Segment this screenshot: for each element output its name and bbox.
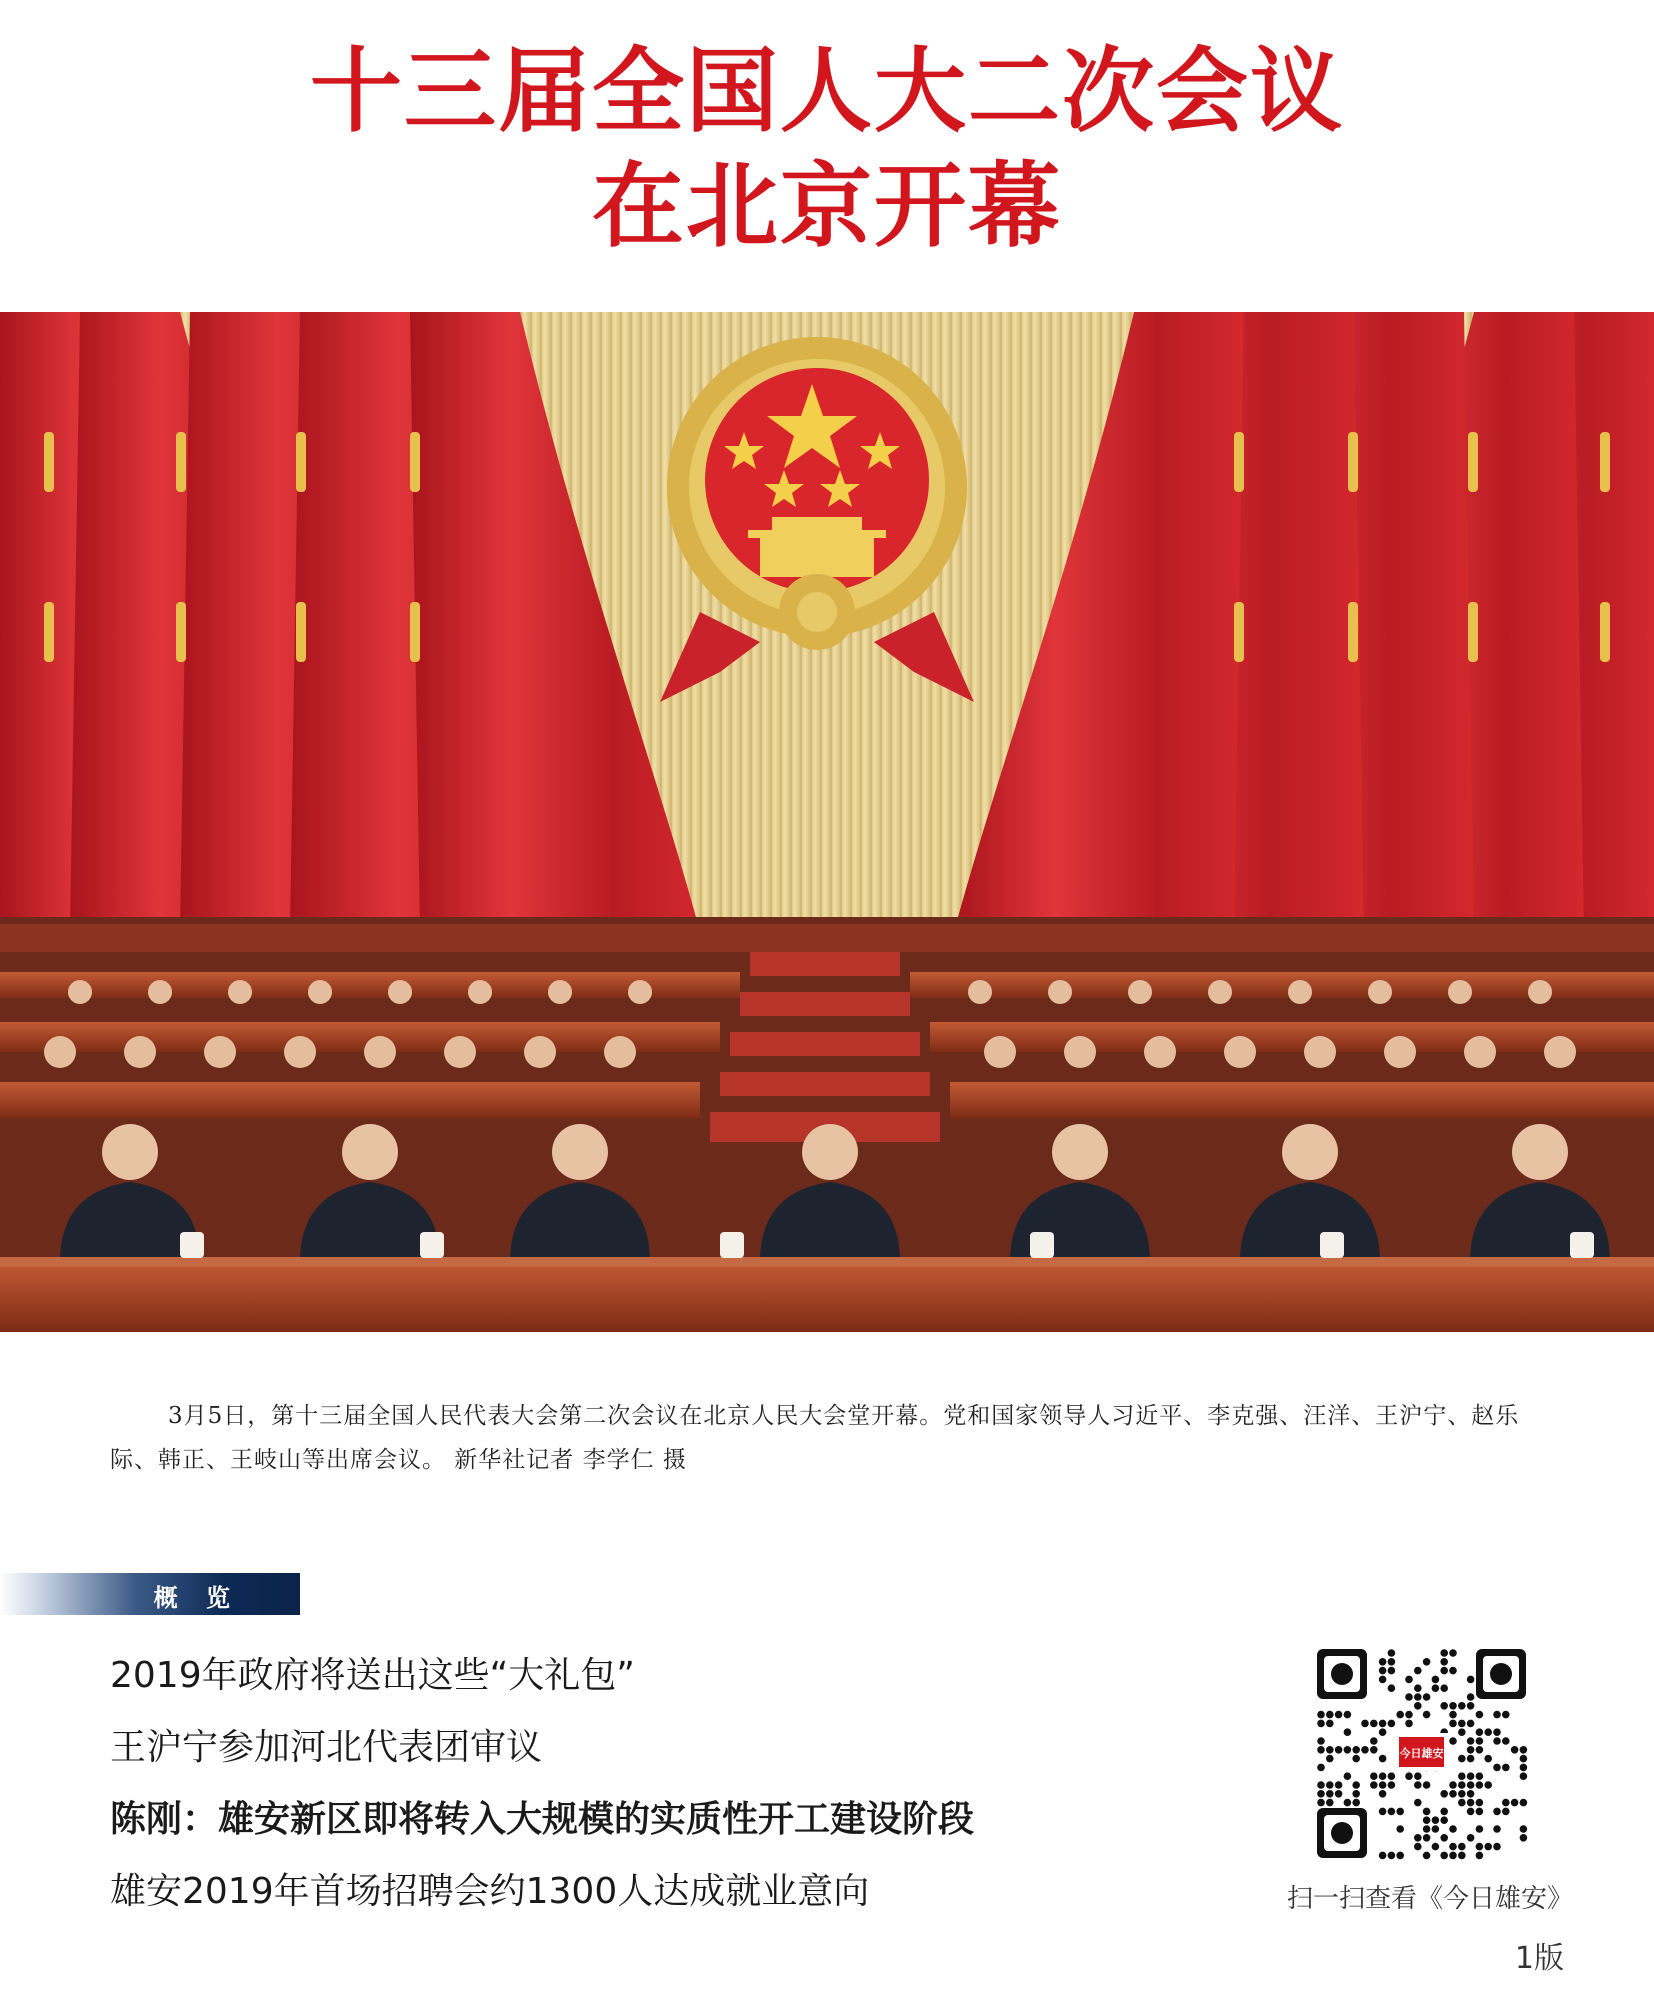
section-tag-label: 概 览 [153,1584,240,1612]
section-tag [0,1573,300,1615]
news-item[interactable]: 陈刚：雄安新区即将转入大规模的实质性开工建设阶段 [110,1799,975,1840]
photo-caption: 3月5日，第十三届全国人民代表大会第二次会议在北京人民大会堂开幕。党和国家领导人习近平、李克强、汪洋、王沪宁、赵乐际、韩正、王岐山等出席会议。 新华社记者 李学仁 摄 [110,1403,1520,1473]
national-emblem-icon [660,337,974,702]
news-item[interactable]: 王沪宁参加河北代表团审议 [110,1727,543,1768]
qr-code-icon[interactable] [1313,1645,1530,1862]
qr-center-label: 今日雄安 [1399,1747,1444,1760]
news-photo [0,312,1654,1332]
news-item[interactable]: 雄安2019年首场招聘会约1300人达成就业意向 [110,1871,870,1912]
qr-caption: 扫一扫查看《今日雄安》 [1286,1884,1573,1914]
news-list [110,1640,1160,1928]
page-number: 1版 [1514,1941,1564,1976]
assembly-hall-illustration [0,312,1654,1332]
headline-line-1: 十三届全国人大二次会议 [309,37,1344,145]
headline-line-2: 在北京开幕 [591,152,1062,260]
news-item[interactable]: 2019年政府将送出这些“大礼包” [110,1655,635,1696]
